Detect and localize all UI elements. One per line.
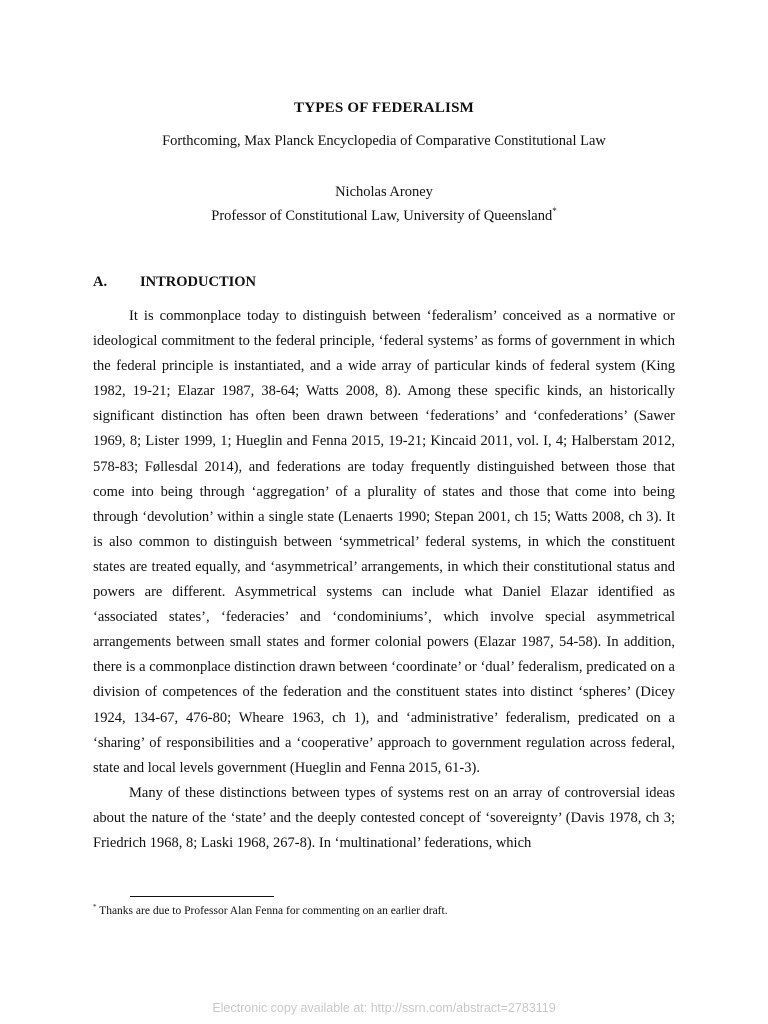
footnote-divider <box>130 896 274 897</box>
paper-subtitle: Forthcoming, Max Planck Encyclopedia of Comparative Constitutional Law <box>162 133 606 149</box>
footnote-mark: * <box>93 903 97 912</box>
affiliation-text: Professor of Constitutional Law, University of Queensland <box>211 208 553 224</box>
author-affiliation <box>0 208 768 225</box>
section-heading <box>93 274 256 291</box>
footnote-text: Thanks are due to Professor Alan Fenna for commenting on an earlier draft. <box>99 905 448 917</box>
paragraph: It is commonplace today to distinguish between ‘federalism’ conceived as a normative or ideological commitment to the federal principle, ‘federal systems’ as forms of government in which the federal principle is instantiated, and a wide array of particular kinds of federal system (King 1982, 19-21; Elazar 1987, 38-64; Watts 2008, 8). Among these specific kinds, an historically significant distinction has often been drawn between ‘federations’ and ‘confederations’ (Sawer 1969, 8; Lister 1999, 1; Hueglin and Fenna 2015, 19-21; Kincaid 2011, vol. I, 4; Halberstam 2012, 578-83; Føllesdal 2014), and federations are today frequently distinguished between those that come into being through ‘aggregation’ of a plurality of states and those that come into being through ‘devolution’ within a single state (Lenaerts 1990; Stepan 2001, ch 15; Watts 2008, ch 3). It is also common to distinguish between ‘symmetrical’ federal systems, in which the constituent states are treated equally, and ‘asymmetrical’ arrangements, in which their constitutional status and powers are different. Asymmetrical systems can include what Daniel Elazar identified as ‘associated states’, ‘federacies’ and ‘condominiums’, which involve special asymmetrical arrangements between small states and former colonial powers (Elazar 1987, 54-58). In addition, there is a commonplace distinction drawn between ‘coordinate’ or ‘dual’ federalism, predicated on a division of competences of the federation and the constituent states into distinct ‘spheres’ (Dicey 1924, 134-67, 476-80; Wheare 1963, ch 1), and ‘administrative’ federalism, predicated on a ‘sharing’ of responsibilities and a ‘cooperative’ approach to government regulation across federal, state and local levels government (Hueglin and Fenna 2015, 61-3). <box>93 308 675 776</box>
paper-title: TYPES OF FEDERALISM <box>294 100 474 116</box>
footnote <box>93 905 675 917</box>
ssrn-watermark: Electronic copy available at: http://ssrn.com/abstract=2783119 <box>212 1001 556 1015</box>
paragraph: Many of these distinctions between types of systems rest on an array of controversial ideas about the nature of the ‘state’ and the deeply contested concept of ‘sovereignty’ (Davis 1978, ch 3; Friedrich 1968, 8; Laski 1968, 267-8). In ‘multinational’ federations, which <box>93 784 675 851</box>
body-text <box>93 304 675 856</box>
footnote-marker: * <box>552 206 557 217</box>
section-number: A. <box>93 274 108 290</box>
section-title: INTRODUCTION <box>140 274 257 290</box>
author-name: Nicholas Aroney <box>335 184 433 200</box>
